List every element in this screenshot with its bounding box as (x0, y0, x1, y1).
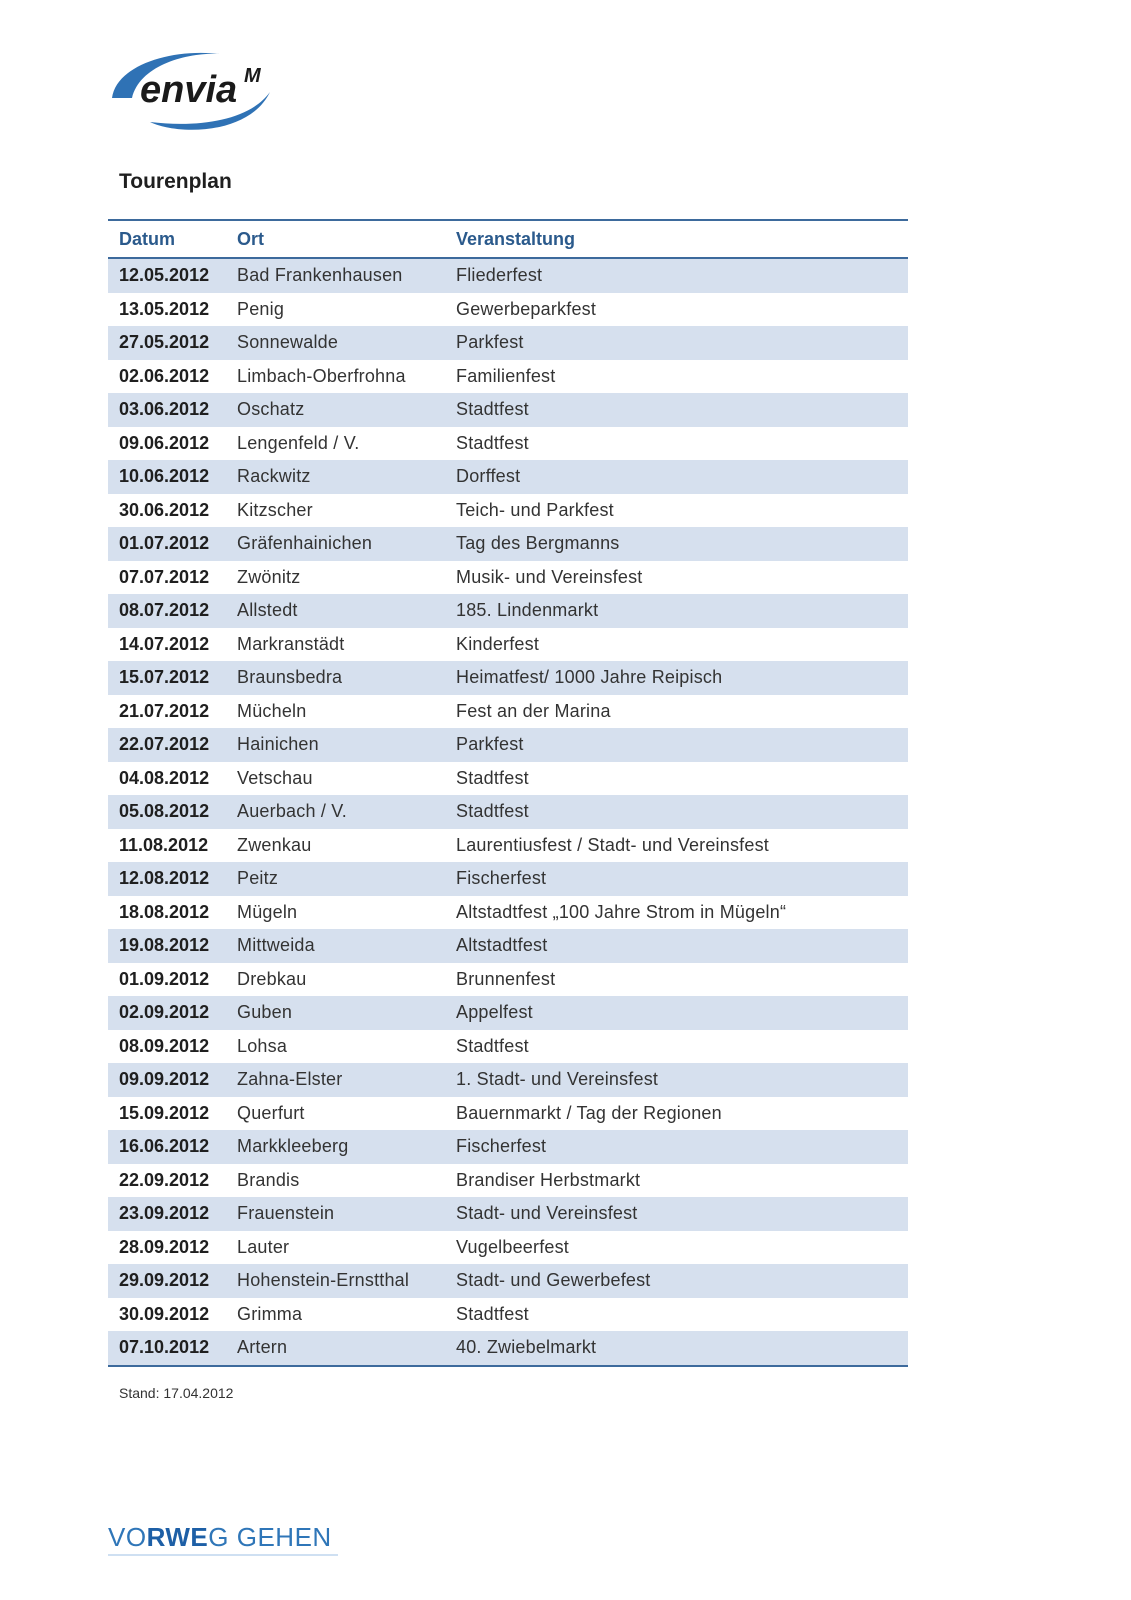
cell-date: 12.08.2012 (119, 868, 210, 889)
cell-event: Appelfest (456, 1002, 533, 1023)
table-row (108, 1264, 908, 1298)
cell-date: 19.08.2012 (119, 935, 210, 956)
cell-event: Parkfest (456, 332, 524, 353)
table-row (108, 360, 908, 394)
table-row (108, 1298, 908, 1332)
cell-event: 1. Stadt- und Vereinsfest (456, 1069, 659, 1090)
cell-event: Altstadtfest (456, 935, 548, 956)
table-header (108, 221, 908, 259)
cell-event: Musik- und Vereinsfest (456, 566, 643, 587)
cell-date: 05.08.2012 (119, 801, 210, 822)
slogan-bold: RWE (146, 1522, 209, 1552)
header-event: Veranstaltung (456, 228, 576, 249)
table-row (108, 259, 908, 293)
cell-event: Stadtfest (456, 432, 529, 453)
cell-event: 185. Lindenmarkt (456, 600, 599, 621)
table-row (108, 594, 908, 628)
cell-place: Zwönitz (237, 566, 301, 587)
cell-event: 40. Zwiebelmarkt (456, 1337, 597, 1358)
cell-place: Artern (237, 1337, 288, 1358)
table-row (108, 1331, 908, 1365)
cell-date: 15.07.2012 (119, 667, 210, 688)
cell-date: 13.05.2012 (119, 298, 210, 319)
table-row (108, 293, 908, 327)
cell-event: Fest an der Marina (456, 700, 611, 721)
cell-place: Guben (237, 1002, 293, 1023)
cell-event: Fliederfest (456, 265, 543, 286)
header-place: Ort (237, 228, 264, 249)
table-row (108, 1030, 908, 1064)
envia-logo (110, 48, 280, 134)
cell-place: Markkleeberg (237, 1136, 349, 1157)
cell-date: 16.06.2012 (119, 1136, 210, 1157)
cell-date: 14.07.2012 (119, 633, 210, 654)
cell-event: Fischerfest (456, 868, 547, 889)
cell-date: 08.07.2012 (119, 600, 210, 621)
cell-event: Stadtfest (456, 399, 529, 420)
cell-event: Brunnenfest (456, 968, 556, 989)
cell-date: 12.05.2012 (119, 265, 210, 286)
cell-date: 11.08.2012 (119, 834, 209, 855)
cell-place: Hainichen (237, 734, 319, 755)
cell-event: Bauernmarkt / Tag der Regionen (456, 1102, 722, 1123)
cell-place: Braunsbedra (237, 667, 343, 688)
cell-event: Vugelbeerfest (456, 1236, 570, 1257)
stand-date: Stand: 17.04.2012 (119, 1385, 234, 1401)
cell-event: Dorffest (456, 466, 521, 487)
cell-event: Stadtfest (456, 801, 529, 822)
cell-event: Stadtfest (456, 1303, 529, 1324)
cell-place: Mittweida (237, 935, 315, 956)
cell-event: Gewerbeparkfest (456, 298, 597, 319)
table-row (108, 628, 908, 662)
cell-date: 01.07.2012 (119, 533, 210, 554)
cell-date: 07.10.2012 (119, 1337, 210, 1358)
table-row (108, 393, 908, 427)
cell-date: 27.05.2012 (119, 332, 210, 353)
cell-date: 07.07.2012 (119, 566, 210, 587)
cell-date: 22.07.2012 (119, 734, 210, 755)
cell-date: 02.09.2012 (119, 1002, 210, 1023)
cell-date: 22.09.2012 (119, 1169, 210, 1190)
cell-event: Stadtfest (456, 1035, 529, 1056)
table-row (108, 695, 908, 729)
cell-date: 15.09.2012 (119, 1102, 210, 1123)
cell-date: 09.09.2012 (119, 1069, 210, 1090)
slogan-part1: VO (108, 1522, 147, 1552)
cell-place: Markranstädt (237, 633, 345, 654)
cell-place: Limbach-Oberfrohna (237, 365, 406, 386)
cell-date: 10.06.2012 (119, 466, 210, 487)
table-row (108, 494, 908, 528)
cell-place: Zahna-Elster (237, 1069, 343, 1090)
table-row (108, 1063, 908, 1097)
cell-place: Zwenkau (237, 834, 312, 855)
cell-event: Tag des Bergmanns (456, 533, 620, 554)
cell-date: 02.06.2012 (119, 365, 210, 386)
cell-date: 30.09.2012 (119, 1303, 210, 1324)
page-title: Tourenplan (119, 170, 232, 193)
cell-date: 23.09.2012 (119, 1203, 210, 1224)
cell-event: Parkfest (456, 734, 524, 755)
table-row (108, 963, 908, 997)
table-row (108, 795, 908, 829)
cell-place: Querfurt (237, 1102, 305, 1123)
cell-date: 03.06.2012 (119, 399, 210, 420)
table-row (108, 862, 908, 896)
cell-place: Grimma (237, 1303, 303, 1324)
cell-place: Mügeln (237, 901, 298, 922)
cell-place: Auerbach / V. (237, 801, 348, 822)
footer-decoration (108, 1552, 338, 1560)
cell-event: Stadt- und Gewerbefest (456, 1270, 651, 1291)
cell-place: Lohsa (237, 1035, 288, 1056)
cell-place: Mücheln (237, 700, 307, 721)
slogan-part2: G GEHEN (208, 1522, 332, 1552)
cell-event: Familienfest (456, 365, 556, 386)
table-row (108, 527, 908, 561)
table-body (108, 259, 908, 1365)
cell-date: 30.06.2012 (119, 499, 210, 520)
cell-place: Frauenstein (237, 1203, 335, 1224)
cell-place: Hohenstein-Ernstthal (237, 1270, 410, 1291)
cell-place: Lengenfeld / V. (237, 432, 360, 453)
cell-place: Brandis (237, 1169, 300, 1190)
cell-place: Oschatz (237, 399, 305, 420)
table-row (108, 326, 908, 360)
cell-event: Heimatfest/ 1000 Jahre Reipisch (456, 667, 723, 688)
cell-date: 01.09.2012 (119, 968, 210, 989)
cell-date: 21.07.2012 (119, 700, 210, 721)
table-row (108, 561, 908, 595)
cell-event: Fischerfest (456, 1136, 547, 1157)
table-row (108, 1197, 908, 1231)
cell-date: 08.09.2012 (119, 1035, 210, 1056)
envia-logo-graphic (110, 48, 280, 134)
cell-place: Rackwitz (237, 466, 311, 487)
cell-date: 04.08.2012 (119, 767, 210, 788)
cell-place: Penig (237, 298, 285, 319)
cell-event: Stadt- und Vereinsfest (456, 1203, 638, 1224)
table-row (108, 1130, 908, 1164)
table-row (108, 1097, 908, 1131)
cell-event: Stadtfest (456, 767, 529, 788)
footer-slogan (108, 1522, 332, 1553)
cell-date: 29.09.2012 (119, 1270, 210, 1291)
cell-place: Gräfenhainichen (237, 533, 373, 554)
table-row (108, 728, 908, 762)
table-row (108, 929, 908, 963)
cell-place: Vetschau (237, 767, 313, 788)
cell-event: Kinderfest (456, 633, 540, 654)
cell-event: Laurentiusfest / Stadt- und Vereinsfest (456, 834, 769, 855)
table-row (108, 996, 908, 1030)
cell-event: Altstadtfest „100 Jahre Strom in Mügeln“ (456, 901, 787, 922)
table-row (108, 762, 908, 796)
table-row (108, 427, 908, 461)
table-row (108, 829, 908, 863)
table-row (108, 1164, 908, 1198)
header-date: Datum (119, 228, 176, 249)
cell-place: Peitz (237, 868, 279, 889)
cell-place: Drebkau (237, 968, 307, 989)
cell-place: Allstedt (237, 600, 298, 621)
logo-superscript: M (244, 65, 261, 87)
cell-date: 18.08.2012 (119, 901, 210, 922)
table-row (108, 661, 908, 695)
table-row (108, 1231, 908, 1265)
cell-place: Bad Frankenhausen (237, 265, 403, 286)
cell-date: 28.09.2012 (119, 1236, 210, 1257)
cell-date: 09.06.2012 (119, 432, 210, 453)
logo-wordmark: envia (140, 69, 238, 111)
cell-place: Lauter (237, 1236, 290, 1257)
table-row (108, 896, 908, 930)
table-row (108, 460, 908, 494)
cell-place: Kitzscher (237, 499, 313, 520)
cell-event: Brandiser Herbstmarkt (456, 1169, 641, 1190)
tour-table (108, 219, 908, 1367)
cell-event: Teich- und Parkfest (456, 499, 614, 520)
cell-place: Sonnewalde (237, 332, 339, 353)
